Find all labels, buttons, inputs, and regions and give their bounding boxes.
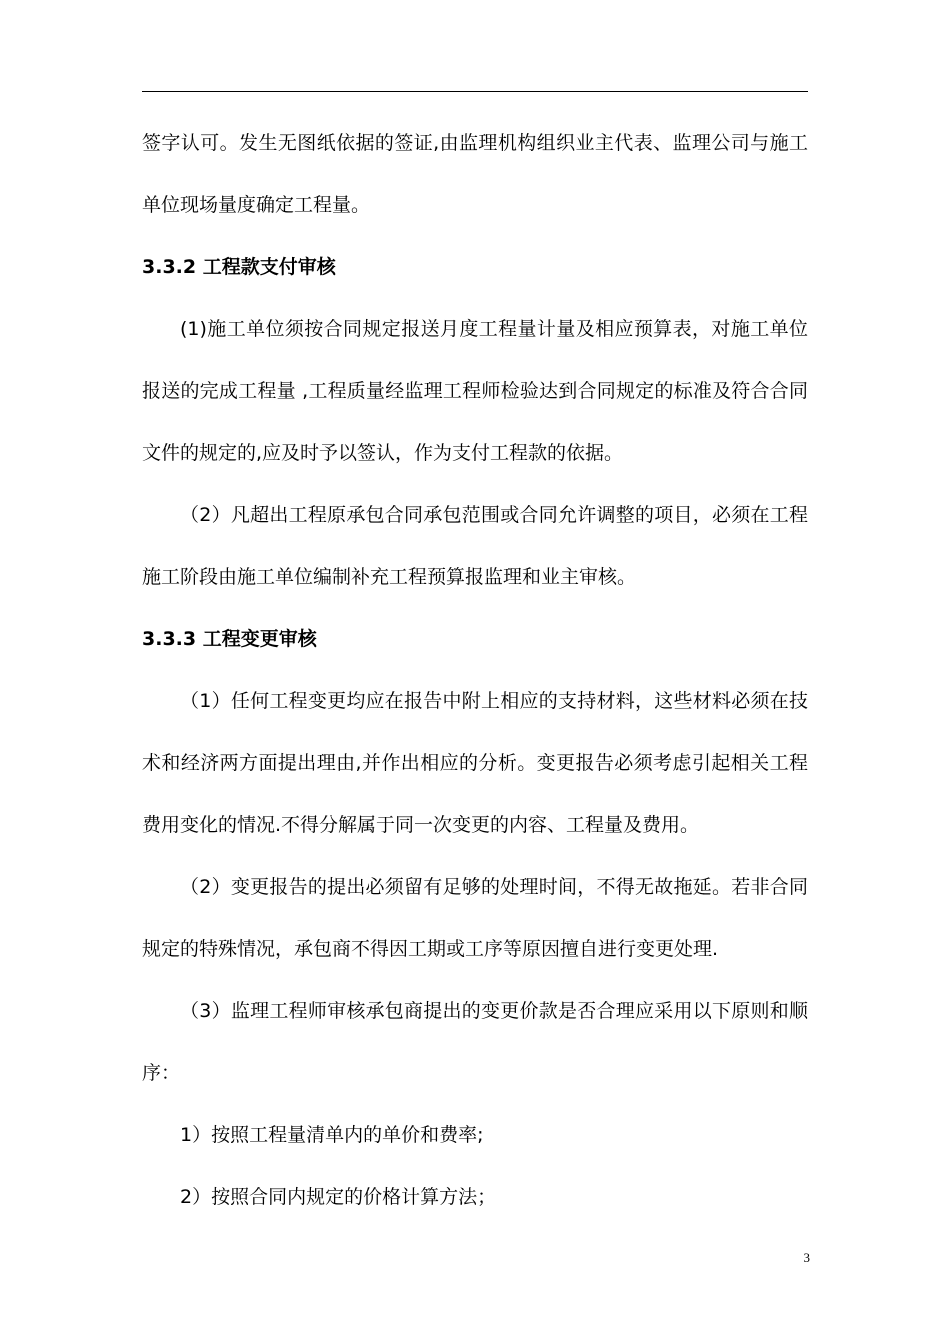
list-item: 2）按照合同内规定的价格计算方法； [180, 1186, 497, 1208]
section-heading-3-3-2: 3.3.2 工程款支付审核 [142, 256, 336, 278]
body-text-line: （3）监理工程师审核承包商提出的变更价款是否合理应采用以下原则和顺 [180, 1000, 808, 1022]
body-text-line: 文件的规定的,应及时予以签认，作为支付工程款的依据。 [142, 442, 624, 464]
body-text-line: （2）凡超出工程原承包合同承包范围或合同允许调整的项目，必须在工程 [180, 504, 808, 526]
body-text-line: （1）任何工程变更均应在报告中附上相应的支持材料，这些材料必须在技 [180, 690, 808, 712]
body-text-line: （2）变更报告的提出必须留有足够的处理时间，不得无故拖延。若非合同 [180, 876, 808, 898]
section-heading-3-3-3: 3.3.3 工程变更审核 [142, 628, 317, 650]
body-text-line: 费用变化的情况.不得分解属于同一次变更的内容、工程量及费用。 [142, 814, 700, 836]
body-text-line: 序： [142, 1062, 181, 1084]
body-text-line: 规定的特殊情况，承包商不得因工期或工序等原因擅自进行变更处理. [142, 938, 719, 960]
body-text-line: 签字认可。发生无图纸依据的签证,由监理机构组织业主代表、监理公司与施工 [142, 132, 808, 154]
body-text-line: 术和经济两方面提出理由,并作出相应的分析。变更报告必须考虑引起相关工程 [142, 752, 808, 774]
body-text-line: 报送的完成工程量 ,工程质量经监理工程师检验达到合同规定的标准及符合合同 [142, 380, 808, 402]
body-text-line: 单位现场量度确定工程量。 [142, 194, 371, 216]
header-rule [142, 91, 808, 92]
list-item: 1）按照工程量清单内的单价和费率; [180, 1124, 484, 1146]
body-text-line: (1)施工单位须按合同规定报送月度工程量计量及相应预算表，对施工单位 [180, 318, 808, 340]
page-number: 3 [803, 1250, 810, 1265]
body-text-line: 施工阶段由施工单位编制补充工程预算报监理和业主审核。 [142, 566, 637, 588]
